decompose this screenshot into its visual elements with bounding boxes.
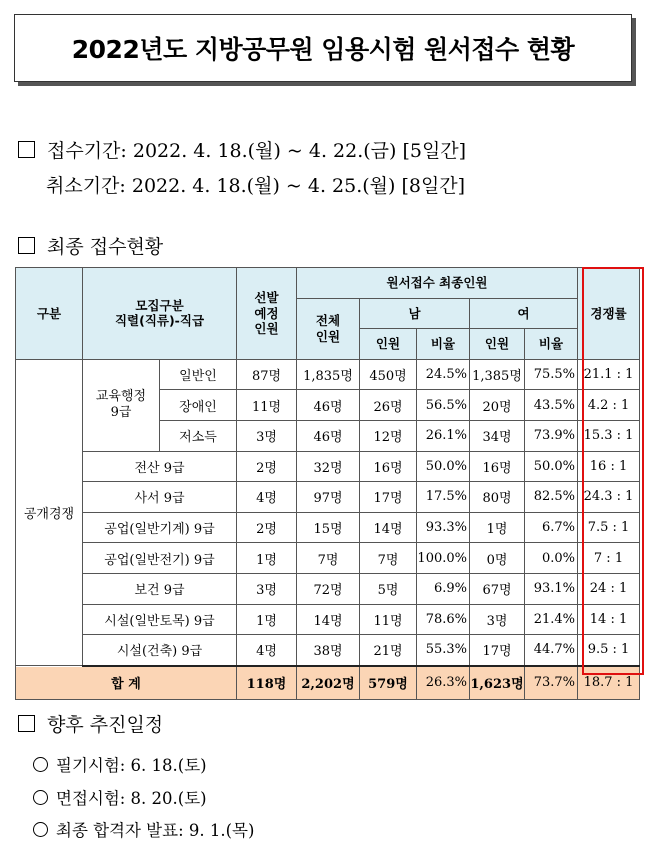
cell-male-count: 11명 (360, 604, 417, 635)
schedule-item-text: 최종 합격자 발표: 9. 1.(목) (56, 821, 255, 840)
schedule-item-text: 면접시험: 8. 20.(토) (56, 789, 207, 808)
cell-total: 32명 (297, 451, 360, 482)
cell-male-count: 7명 (360, 543, 417, 574)
cell-competition: 7.5 : 1 (578, 512, 640, 543)
cell-female-ratio: 93.1% (525, 573, 578, 604)
header-planned-line1: 선발 (254, 289, 279, 305)
header-recruit-line2: 직렬(직류)-직급 (114, 313, 205, 329)
table-row (16, 451, 640, 482)
circle-bullet-icon (33, 757, 48, 772)
header-total (297, 298, 360, 359)
header-recruit (83, 268, 237, 360)
row-label: 일반인 (160, 359, 237, 390)
cell-female-count: 0명 (470, 543, 525, 574)
cell-female-count: 16명 (470, 451, 525, 482)
header-planned-line3: 인원 (254, 321, 279, 337)
reception-period-line (18, 136, 466, 163)
cell-female-count: 67명 (470, 573, 525, 604)
cell-female-count: 3명 (470, 604, 525, 635)
row-label: 시설(건축) 9급 (83, 635, 237, 666)
subgroup-label (83, 359, 160, 451)
cell-female-count: 1,385명 (470, 359, 525, 390)
total-female-count: 1,623명 (470, 666, 525, 700)
cell-total: 38명 (297, 635, 360, 666)
total-male-count: 579명 (360, 666, 417, 700)
reception-period: 접수기간: 2022. 4. 18.(월) ~ 4. 22.(금) [5일간] (47, 140, 467, 162)
cell-female-ratio: 6.7% (525, 512, 578, 543)
cell-female-count: 1명 (470, 512, 525, 543)
circle-bullet-icon (33, 790, 48, 805)
cell-competition: 4.2 : 1 (578, 390, 640, 421)
header-male-count: 인원 (360, 329, 417, 360)
cell-planned: 1명 (237, 543, 297, 574)
row-label: 공업(일반전기) 9급 (83, 543, 237, 574)
row-label: 시설(일반토목) 9급 (83, 604, 237, 635)
cell-male-ratio: 55.3% (417, 635, 470, 666)
cell-male-count: 450명 (360, 359, 417, 390)
cell-female-ratio: 21.4% (525, 604, 578, 635)
cell-total: 7명 (297, 543, 360, 574)
subgroup-line2: 9급 (110, 405, 132, 421)
cell-planned: 4명 (237, 482, 297, 513)
cell-male-count: 26명 (360, 390, 417, 421)
total-label: 합 계 (16, 666, 237, 700)
header-male-ratio: 비율 (417, 329, 470, 360)
table-row (16, 604, 640, 635)
row-label: 공업(일반기계) 9급 (83, 512, 237, 543)
cell-planned: 2명 (237, 512, 297, 543)
cell-female-ratio: 43.5% (525, 390, 578, 421)
header-planned-line2: 예정 (254, 305, 279, 321)
cell-female-count: 80명 (470, 482, 525, 513)
circle-bullet-icon (33, 822, 48, 837)
cell-competition: 16 : 1 (578, 451, 640, 482)
table-row (16, 635, 640, 666)
cell-male-count: 17명 (360, 482, 417, 513)
cell-competition: 14 : 1 (578, 604, 640, 635)
cell-total: 15명 (297, 512, 360, 543)
header-competition: 경쟁률 (578, 268, 640, 360)
cell-male-ratio: 24.5% (417, 359, 470, 390)
cell-total: 14명 (297, 604, 360, 635)
cell-male-ratio: 93.3% (417, 512, 470, 543)
header-female: 여 (470, 298, 578, 329)
cell-male-ratio: 78.6% (417, 604, 470, 635)
header-final: 원서접수 최종인원 (297, 268, 578, 299)
cell-competition: 15.3 : 1 (578, 420, 640, 451)
header-category: 구분 (16, 268, 83, 360)
total-planned: 118명 (237, 666, 297, 700)
cell-male-count: 5명 (360, 573, 417, 604)
cell-planned: 2명 (237, 451, 297, 482)
header-planned (237, 268, 297, 360)
cell-female-ratio: 73.9% (525, 420, 578, 451)
cell-male-ratio: 50.0% (417, 451, 470, 482)
cell-competition: 7 : 1 (578, 543, 640, 574)
schedule-section-title: 향후 추진일정 (47, 714, 164, 736)
total-total: 2,202명 (297, 666, 360, 700)
cell-female-ratio: 75.5% (525, 359, 578, 390)
subgroup-line1: 교육행정 (95, 388, 147, 404)
cell-competition: 21.1 : 1 (578, 359, 640, 390)
checkbox-square-icon (18, 237, 35, 254)
row-label: 장애인 (160, 390, 237, 421)
cell-male-ratio: 56.5% (417, 390, 470, 421)
cell-female-count: 17명 (470, 635, 525, 666)
cell-male-count: 16명 (360, 451, 417, 482)
group-label: 공개경쟁 (16, 359, 83, 665)
checkbox-square-icon (18, 715, 35, 732)
header-female-ratio: 비율 (525, 329, 578, 360)
cell-male-ratio: 100.0% (417, 543, 470, 574)
status-section-heading (18, 232, 163, 259)
cell-total: 97명 (297, 482, 360, 513)
total-male-ratio: 26.3% (417, 666, 470, 700)
cell-total: 72명 (297, 573, 360, 604)
schedule-item (33, 752, 207, 776)
cell-planned: 3명 (237, 420, 297, 451)
cell-planned: 3명 (237, 573, 297, 604)
total-row (16, 666, 640, 700)
row-label: 전산 9급 (83, 451, 237, 482)
cell-planned: 1명 (237, 604, 297, 635)
cell-competition: 9.5 : 1 (578, 635, 640, 666)
title-box (14, 14, 634, 84)
checkbox-square-icon (18, 141, 35, 158)
cell-male-count: 12명 (360, 420, 417, 451)
cancel-period-line (46, 171, 465, 198)
cell-planned: 87명 (237, 359, 297, 390)
cell-planned: 4명 (237, 635, 297, 666)
total-female-ratio: 73.7% (525, 666, 578, 700)
cell-male-ratio: 26.1% (417, 420, 470, 451)
table-row (16, 482, 640, 513)
status-table (15, 267, 640, 700)
cell-male-ratio: 6.9% (417, 573, 470, 604)
schedule-item (33, 817, 254, 841)
header-female-count: 인원 (470, 329, 525, 360)
header-recruit-line1: 모집구분 (135, 297, 184, 313)
cell-male-count: 14명 (360, 512, 417, 543)
cell-male-ratio: 17.5% (417, 482, 470, 513)
schedule-item-text: 필기시험: 6. 18.(토) (56, 756, 207, 775)
cell-competition: 24 : 1 (578, 573, 640, 604)
header-total-line2: 인원 (315, 328, 341, 344)
cell-female-ratio: 0.0% (525, 543, 578, 574)
row-label: 저소득 (160, 420, 237, 451)
cell-total: 46명 (297, 420, 360, 451)
cell-planned: 11명 (237, 390, 297, 421)
schedule-item (33, 785, 207, 809)
cell-total: 1,835명 (297, 359, 360, 390)
cell-female-ratio: 82.5% (525, 482, 578, 513)
status-section-title: 최종 접수현황 (47, 236, 164, 258)
table-row (16, 573, 640, 604)
cell-male-count: 21명 (360, 635, 417, 666)
cell-female-ratio: 50.0% (525, 451, 578, 482)
schedule-section-heading (18, 710, 163, 737)
cancel-period: 취소기간: 2022. 4. 18.(월) ~ 4. 25.(월) [8일간] (46, 175, 466, 197)
table-row (16, 512, 640, 543)
table-row (16, 359, 640, 390)
cell-competition: 24.3 : 1 (578, 482, 640, 513)
cell-female-ratio: 44.7% (525, 635, 578, 666)
header-male: 남 (360, 298, 470, 329)
row-label: 사서 9급 (83, 482, 237, 513)
table-row (16, 543, 640, 574)
cell-female-count: 34명 (470, 420, 525, 451)
row-label: 보건 9급 (83, 573, 237, 604)
total-competition: 18.7 : 1 (578, 666, 640, 700)
cell-total: 46명 (297, 390, 360, 421)
page-title: 2022년도 지방공무원 임용시험 원서접수 현황 (14, 14, 632, 82)
cell-female-count: 20명 (470, 390, 525, 421)
header-total-line1: 전체 (315, 313, 341, 329)
